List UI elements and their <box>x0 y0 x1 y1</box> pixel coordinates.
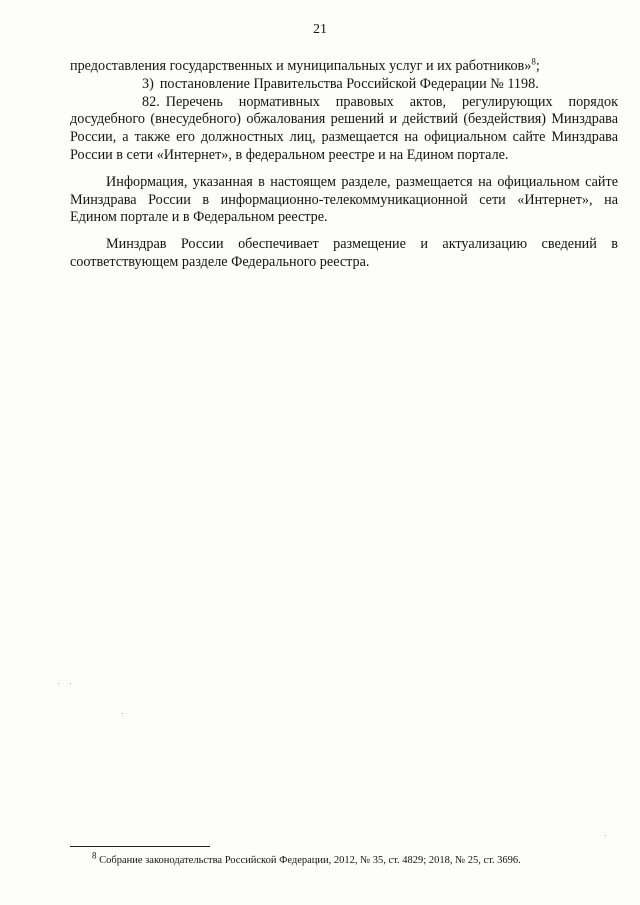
footnote-text: Собрание законодательства Российской Федерации, 2012, № 35, ст. 4829; 2018, № 25, ст. 3696. <box>99 855 521 866</box>
document-body <box>70 58 618 272</box>
clause-text: Перечень нормативных правовых актов, регулирующих порядок досудебного (внесудебного) обжалования решений и действий (бездействия) Минздрава России, а также его должностных лиц, размещается на официальном сайте Минздрава России в сети «Интернет», в федеральном реестре и на Едином портале. <box>70 93 618 163</box>
page-number: 21 <box>313 22 327 37</box>
clause-82 <box>70 94 618 165</box>
paragraph-tail: ; <box>535 58 540 74</box>
paragraph-minzdrav: Минздрав России обеспечивает размещение и актуализацию сведений в соответствующем разделе Федерального реестра. <box>70 236 618 270</box>
paragraph-continuation <box>70 58 618 76</box>
footnote-marker: 8 <box>92 850 97 861</box>
footnote <box>92 850 612 867</box>
list-item-3 <box>70 76 618 94</box>
clause-number: 82. <box>142 93 160 110</box>
list-item-text: постановление Правительства Российской Федерации № 1198. <box>159 75 539 92</box>
list-marker: 3) <box>142 75 154 92</box>
footnote-separator <box>70 846 210 847</box>
footnote-reference: 8 <box>531 56 536 67</box>
paragraph-text: предоставления государственных и муниципальных услуг и их работников» <box>70 58 532 74</box>
paragraph-information: Информация, указанная в настоящем разделе, размещается на официальном сайте Минздрава России в информационно-телекоммуникационной сети «Интернет», на Едином портале и в Федеральном реестре. <box>70 173 618 226</box>
